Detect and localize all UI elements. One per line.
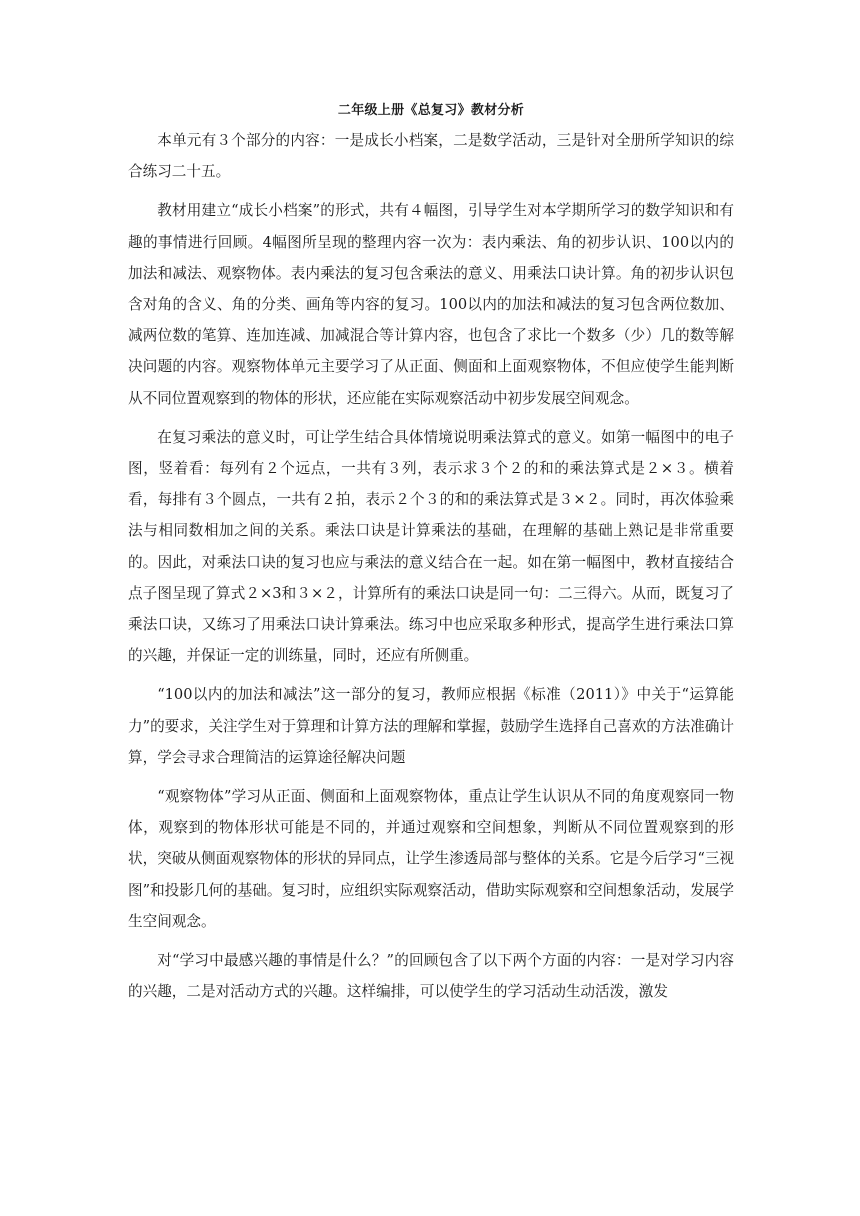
paragraph-4: “100以内的加法和减法”这一部分的复习，教师应根据《标准（2011）》中关于“运算能力”的要求，关注学生对于算理和计算方法的理解和掌握，鼓励学生选择自己喜欢的方法准确计算，学会寻求合理简洁的运算途径解决问题 — [128, 686, 734, 766]
paragraph-2: 教材用建立“成长小档案”的形式，共有４幅图，引导学生对本学期所学习的数学知识和有趣的事情进行回顾。4幅图所呈现的整理内容一次为：表内乘法、角的初步认识、100以内的加法和减法、观察物体。表内乘法的复习包含乘法的意义、用乘法口诀计算。角的初步认识包含对角的含义、角的分类、画角等内容的复习。100以内的加法和减法的复习包含两位数加、减两位数的笔算、连加连减、加减混合等计算内容，也包含了求比一个数多（少）几的数等解决问题的内容。观察物体单元主要学习了从正面、侧面和上面观察物体，不但应使学生能判断从不同位置观察到的物体的形状，还应能在实际观察活动中初步发展空间观念。 — [128, 202, 734, 407]
paragraph-5: “观察物体”学习从正面、侧面和上面观察物体，重点让学生认识从不同的角度观察同一物体，观察到的物体形状可能是不同的，并通过观察和空间想象，判断从不同位置观察到的形状，突破从侧面观察物体的形状的异同点，让学生渗透局部与整体的关系。它是今后学习“三视图”和投影几何的基础。复习时，应组织实际观察活动，借助实际观察和空间想象活动，发展学生空间观念。 — [128, 788, 734, 930]
paragraph-6: 对“学习中最感兴趣的事情是什么？”的回顾包含了以下两个方面的内容：一是对学习内容的兴趣，二是对活动方式的兴趣。这样编排，可以使学生的学习活动生动活泼，激发 — [128, 952, 734, 1001]
paragraph-1: 本单元有３个部分的内容：一是成长小档案，二是数学活动，三是针对全册所学知识的综合练习二十五。 — [128, 132, 734, 181]
document-title: 二年级上册《总复习》教材分析 — [337, 103, 525, 118]
paragraph-3: 在复习乘法的意义时，可让学生结合具体情境说明乘法算式的意义。如第一幅图中的电子图，竖着看：每列有２个远点，一共有３列，表示求３个２的和的乘法算式是２×３。横着看，每排有３个圆点，一共有２拍，表示２个３的和的乘法算式是３×２。同时，再次体验乘法与相同数相加之间的关系。乘法口诀是计算乘法的基础，在理解的基础上熟记是非常重要的。因此，对乘法口诀的复习也应与乘法的意义结合在一起。如在第一幅图中，教材直接结合点子图呈现了算式２×3和３×２，计算所有的乘法口诀是同一句：二三得六。从而，既复习了乘法口诀，又练习了用乘法口诀计算乘法。练习中也应采取多种形式，提高学生进行乘法口算的兴趣，并保证一定的训练量，同时，还应有所侧重。 — [128, 428, 734, 665]
document-page — [128, 100, 734, 1015]
